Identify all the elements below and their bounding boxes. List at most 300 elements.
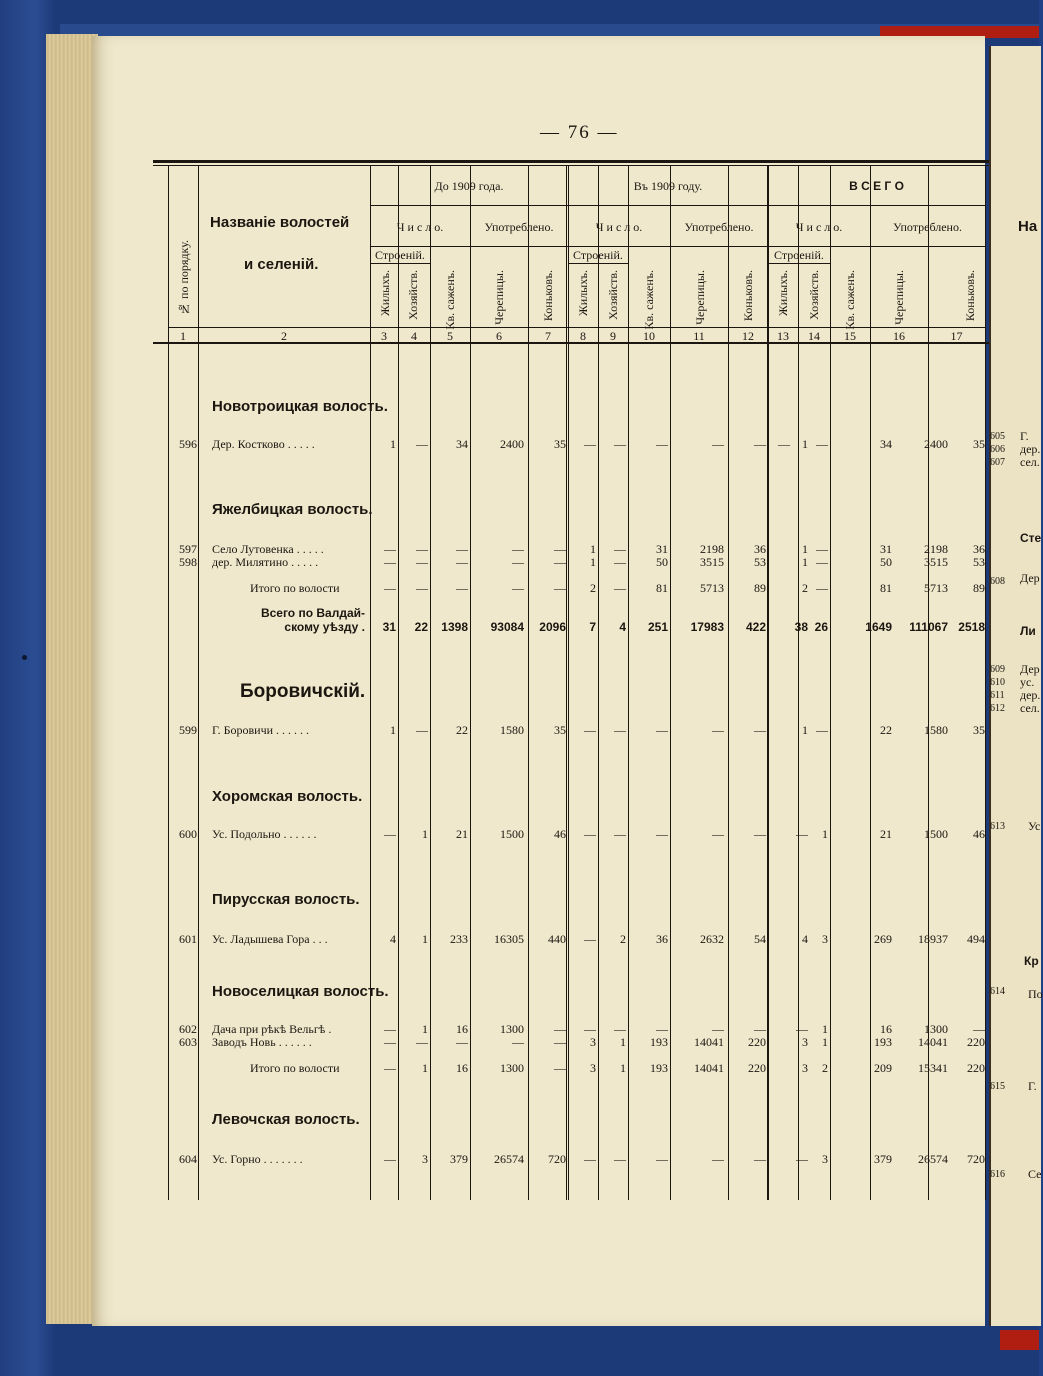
data-cell: 4 <box>802 932 808 946</box>
column-number: 14 <box>808 329 820 343</box>
data-cell: 1 <box>422 1022 428 1036</box>
next-page-text: Ус <box>1028 819 1041 833</box>
data-cell: 3 <box>590 1035 596 1049</box>
data-cell: 379 <box>450 1152 468 1166</box>
data-cell: 720 <box>967 1152 985 1166</box>
next-page-row-number: 607 <box>990 457 1005 468</box>
data-cell: 53 <box>754 555 766 569</box>
column-number: 9 <box>610 329 616 343</box>
data-cell: 36 <box>973 542 985 556</box>
data-cell: — <box>512 581 524 595</box>
data-cell: 193 <box>650 1061 668 1075</box>
data-cell: 14041 <box>918 1035 948 1049</box>
data-cell: 111067 <box>909 620 948 634</box>
data-cell: 50 <box>656 555 668 569</box>
data-cell: 34 <box>880 437 892 451</box>
data-cell: 3 <box>590 1061 596 1075</box>
data-cell: — <box>584 437 596 451</box>
khozyaystv-header: Хозяйств. <box>406 270 420 320</box>
settlement-name: Заводъ Новь . . . . . . <box>212 1035 312 1049</box>
data-cell: 3 <box>422 1152 428 1166</box>
next-page-row-number: 605 <box>990 431 1005 442</box>
upotrebleno-header: Употреблено. <box>893 220 962 234</box>
data-cell: 16 <box>456 1061 468 1075</box>
data-cell: — <box>584 932 596 946</box>
column-number: 12 <box>742 329 754 343</box>
data-cell: 1300 <box>924 1022 948 1036</box>
data-cell: 93084 <box>490 620 524 634</box>
data-cell: 1 <box>620 1035 626 1049</box>
column-number: 16 <box>893 329 905 343</box>
data-cell: — <box>584 1152 596 1166</box>
data-cell: — <box>554 581 566 595</box>
data-cell: — <box>584 827 596 841</box>
data-cell: — <box>796 1152 808 1166</box>
data-cell: — <box>816 723 828 737</box>
next-page-text: Ли <box>1020 624 1036 638</box>
upotrebleno-header: Употреблено. <box>484 220 554 234</box>
settlement-name: Итого по волости <box>250 1061 340 1075</box>
data-cell: — <box>754 1022 766 1036</box>
data-cell: 4 <box>390 932 396 946</box>
data-cell: — <box>384 581 396 595</box>
data-cell: 1 <box>422 1061 428 1075</box>
header-rule <box>568 263 628 264</box>
column-number: 11 <box>693 329 705 343</box>
data-cell: — <box>614 827 626 841</box>
data-cell: — <box>554 542 566 556</box>
data-cell: 2 <box>590 581 596 595</box>
data-cell: — <box>614 1022 626 1036</box>
data-cell: — <box>416 437 428 451</box>
header-rule <box>168 327 985 328</box>
data-cell: — <box>712 437 724 451</box>
group-header-1: До 1909 года. <box>434 179 504 193</box>
data-cell: 35 <box>973 723 985 737</box>
header-rule <box>568 246 768 247</box>
data-cell: 220 <box>967 1035 985 1049</box>
data-cell: 5713 <box>924 581 948 595</box>
column-number: 15 <box>844 329 856 343</box>
column-number: 8 <box>580 329 586 343</box>
volost-heading: Яжелбицкая волость. <box>212 501 373 518</box>
data-cell: 34 <box>456 437 468 451</box>
data-cell: 720 <box>548 1152 566 1166</box>
data-cell: 1 <box>422 932 428 946</box>
data-cell: 1 <box>822 1035 828 1049</box>
data-cell: 1 <box>802 555 808 569</box>
data-cell: — <box>973 1022 985 1036</box>
data-cell: — <box>754 1152 766 1166</box>
volost-heading: Пирусская волость. <box>212 891 360 908</box>
data-cell: 17983 <box>690 620 724 634</box>
settlement-name: дер. Милятино . . . . . <box>212 555 319 569</box>
zhilykh-header: Жилыхъ. <box>776 270 790 316</box>
data-cell: 193 <box>874 1035 892 1049</box>
data-cell: 16305 <box>494 932 524 946</box>
next-page-text: ус. <box>1020 675 1035 689</box>
data-cell: — <box>778 437 790 451</box>
data-cell: 1649 <box>865 620 892 634</box>
column-number: 10 <box>643 329 655 343</box>
data-cell: 5713 <box>700 581 724 595</box>
data-cell: 26574 <box>494 1152 524 1166</box>
cherepitsy-header: Черепицы. <box>892 270 906 325</box>
next-page-row-number: 613 <box>990 821 1005 832</box>
next-page-text: Дер <box>1020 662 1040 676</box>
data-cell: 2 <box>620 932 626 946</box>
data-cell: 2096 <box>539 620 566 634</box>
data-cell: 14041 <box>694 1035 724 1049</box>
column-number: 5 <box>447 329 453 343</box>
data-cell: — <box>796 1022 808 1036</box>
page-stack-edge <box>46 34 98 1324</box>
data-cell: 1 <box>802 723 808 737</box>
data-cell: 22 <box>880 723 892 737</box>
data-cell: — <box>656 1152 668 1166</box>
data-cell: 1 <box>590 542 596 556</box>
data-cell: 2518 <box>958 620 985 634</box>
header-rule <box>370 205 985 206</box>
column-rule <box>670 165 671 1200</box>
data-cell: — <box>384 542 396 556</box>
row-number: 599 <box>179 723 197 737</box>
data-cell: 3 <box>802 1035 808 1049</box>
settlement-name: Г. Боровичи . . . . . . <box>212 723 310 737</box>
column-number: 3 <box>381 329 387 343</box>
data-cell: 220 <box>748 1035 766 1049</box>
column-rule <box>830 165 831 1200</box>
zhilykh-header: Жилыхъ. <box>576 270 590 316</box>
data-cell: 1500 <box>500 827 524 841</box>
data-cell: — <box>584 1022 596 1036</box>
data-cell: — <box>416 555 428 569</box>
data-cell: 1 <box>802 437 808 451</box>
data-cell: — <box>384 1035 396 1049</box>
next-page-text: Г. <box>1020 429 1029 443</box>
data-cell: 36 <box>656 932 668 946</box>
data-cell: — <box>712 1152 724 1166</box>
data-cell: — <box>384 1061 396 1075</box>
data-cell: 22 <box>456 723 468 737</box>
column-number: 17 <box>950 329 963 343</box>
cherepitsy-header: Черепицы. <box>693 270 707 325</box>
data-cell: 2 <box>822 1061 828 1075</box>
uezd-heading: Боровичскій. <box>240 681 366 702</box>
data-cell: — <box>816 581 828 595</box>
chislo-header: Ч и с л о. <box>795 220 843 234</box>
chislo-header: Ч и с л о. <box>595 220 643 234</box>
kv_sazhen-header: Кв. саженъ. <box>642 270 656 330</box>
data-cell: — <box>584 723 596 737</box>
kv_sazhen-header: Кв. саженъ. <box>443 270 457 330</box>
data-cell: — <box>614 542 626 556</box>
data-cell: — <box>614 437 626 451</box>
data-cell: 1 <box>390 437 396 451</box>
next-page-row-number: 608 <box>990 576 1005 587</box>
data-cell: — <box>384 555 396 569</box>
data-cell: 209 <box>874 1061 892 1075</box>
data-cell: — <box>554 1061 566 1075</box>
data-cell: 1 <box>422 827 428 841</box>
data-cell: 2 <box>802 581 808 595</box>
settlement-name: Село Лутовенка . . . . . <box>212 542 324 556</box>
data-cell: 422 <box>745 620 766 634</box>
settlement-name: Ус. Горно . . . . . . . <box>212 1152 303 1166</box>
data-cell: 21 <box>456 827 468 841</box>
data-cell: 16 <box>456 1022 468 1036</box>
title-line1: Названіе волостей <box>210 214 350 231</box>
data-cell: 36 <box>754 542 766 556</box>
data-cell: 35 <box>973 437 985 451</box>
data-cell: 14041 <box>694 1061 724 1075</box>
total-label: скому уѣзду . <box>284 620 365 634</box>
data-cell: — <box>416 542 428 556</box>
data-cell: 46 <box>554 827 566 841</box>
column-number: 2 <box>281 329 287 343</box>
next-page-row-number: 615 <box>990 1081 1005 1092</box>
upotrebleno-header: Употреблено. <box>684 220 754 234</box>
data-cell: 18937 <box>918 932 948 946</box>
data-cell: 89 <box>754 581 766 595</box>
next-page-row-number: 610 <box>990 677 1005 688</box>
volost-heading: Левочская волость. <box>212 1111 360 1128</box>
column-rule <box>198 165 199 1200</box>
data-cell: — <box>712 1022 724 1036</box>
data-cell: 220 <box>967 1061 985 1075</box>
data-cell: 50 <box>880 555 892 569</box>
data-cell: 1300 <box>500 1061 524 1075</box>
data-cell: 1 <box>590 555 596 569</box>
data-cell: 251 <box>647 620 668 634</box>
data-cell: 2400 <box>924 437 948 451</box>
data-cell: 3 <box>822 1152 828 1166</box>
next-page-text: Се <box>1028 1167 1042 1181</box>
next-page-text: Сте <box>1020 531 1042 545</box>
group-header-2: Въ 1909 году. <box>633 179 703 193</box>
col-number-header: № по порядку. <box>177 240 191 316</box>
header-rule <box>370 246 570 247</box>
data-cell: — <box>656 827 668 841</box>
data-cell: 22 <box>414 620 428 634</box>
konkov-header: Коньковъ. <box>541 270 555 322</box>
next-page-text: дер. <box>1020 688 1041 702</box>
next-page-header: На <box>1018 218 1038 235</box>
cherepitsy-header: Черепицы. <box>492 270 506 325</box>
konkov-header: Коньковъ. <box>741 270 755 322</box>
volost-heading: Новоселицкая волость. <box>212 983 389 1000</box>
khozyaystv-header: Хозяйств. <box>807 270 821 320</box>
header-rule <box>768 263 830 264</box>
settlement-name: Дача при рѣкѣ Вельгѣ . <box>212 1022 332 1036</box>
column-number: 1 <box>180 329 186 343</box>
data-cell: 2632 <box>700 932 724 946</box>
next-page-row-number: 612 <box>990 703 1005 714</box>
next-page-text: сел. <box>1020 701 1040 715</box>
data-cell: 3515 <box>924 555 948 569</box>
data-cell: 1 <box>822 827 828 841</box>
column-number: 7 <box>545 329 551 343</box>
data-cell: — <box>712 827 724 841</box>
next-page-row-number: 609 <box>990 664 1005 675</box>
data-cell: 54 <box>754 932 766 946</box>
row-number: 596 <box>179 437 197 451</box>
row-number: 604 <box>179 1152 197 1166</box>
data-cell: 4 <box>619 620 626 634</box>
next-page-text: сел. <box>1020 455 1040 469</box>
data-cell: — <box>656 437 668 451</box>
data-cell: 31 <box>382 620 396 634</box>
data-cell: 1 <box>802 542 808 556</box>
data-cell: 35 <box>554 723 566 737</box>
data-cell: 16 <box>880 1022 892 1036</box>
next-page-text: Г. <box>1028 1079 1037 1093</box>
volost-heading: Хоромская волость. <box>212 788 363 805</box>
next-page-text: Дер <box>1020 571 1040 585</box>
data-cell: 15341 <box>918 1061 948 1075</box>
column-number: 4 <box>411 329 417 343</box>
data-cell: 3 <box>802 1061 808 1075</box>
data-cell: 7 <box>589 620 596 634</box>
data-cell: — <box>754 827 766 841</box>
data-cell: 31 <box>656 542 668 556</box>
stroeniy-header: Строеній. <box>774 248 824 262</box>
data-cell: — <box>796 827 808 841</box>
data-cell: 1500 <box>924 827 948 841</box>
row-number: 601 <box>179 932 197 946</box>
row-number: 600 <box>179 827 197 841</box>
data-cell: 269 <box>874 932 892 946</box>
column-rule <box>470 165 471 1200</box>
column-number: 13 <box>777 329 789 343</box>
data-cell: 3 <box>822 932 828 946</box>
next-page-text: По <box>1028 987 1043 1001</box>
data-cell: — <box>384 827 396 841</box>
next-page-row-number: 606 <box>990 444 1005 455</box>
data-cell: 53 <box>973 555 985 569</box>
data-cell: — <box>614 581 626 595</box>
stroeniy-header: Строеній. <box>573 248 623 262</box>
volost-heading: Новотроицкая волость. <box>212 398 388 415</box>
settlement-name: Ус. Подольно . . . . . . <box>212 827 317 841</box>
data-cell: 1 <box>620 1061 626 1075</box>
red-corner <box>1000 1330 1039 1350</box>
data-cell: 2400 <box>500 437 524 451</box>
data-cell: — <box>512 542 524 556</box>
next-page-text: дер. <box>1020 442 1041 456</box>
data-cell: 440 <box>548 932 566 946</box>
next-page-row-number: 611 <box>990 690 1005 701</box>
header-rule <box>370 263 430 264</box>
data-cell: — <box>512 1035 524 1049</box>
data-cell: 46 <box>973 827 985 841</box>
row-number: 602 <box>179 1022 197 1036</box>
table-top-rule-thin <box>153 165 989 166</box>
data-cell: 89 <box>973 581 985 595</box>
data-cell: 26 <box>814 620 828 634</box>
data-cell: — <box>754 437 766 451</box>
data-cell: 38 <box>794 620 808 634</box>
data-cell: 1 <box>390 723 396 737</box>
zhilykh-header: Жилыхъ. <box>378 270 392 316</box>
next-page-text: Кр <box>1024 954 1039 968</box>
page-number: — 76 — <box>540 122 619 143</box>
data-cell: 1 <box>822 1022 828 1036</box>
row-number: 598 <box>179 555 197 569</box>
data-cell: 1398 <box>441 620 468 634</box>
data-cell: 26574 <box>918 1152 948 1166</box>
total-label: Всего по Валдай- <box>260 606 365 620</box>
row-number: 603 <box>179 1035 197 1049</box>
data-cell: — <box>754 723 766 737</box>
data-cell: 1300 <box>500 1022 524 1036</box>
title-line2: и селеній. <box>244 256 319 273</box>
column-rule <box>985 165 986 1200</box>
data-cell: — <box>456 1035 468 1049</box>
table-top-rule <box>153 160 989 163</box>
khozyaystv-header: Хозяйств. <box>606 270 620 320</box>
data-cell: — <box>416 581 428 595</box>
row-number: 597 <box>179 542 197 556</box>
data-cell: — <box>614 723 626 737</box>
data-cell: — <box>816 542 828 556</box>
data-cell: 1580 <box>500 723 524 737</box>
header-rule <box>768 246 985 247</box>
data-cell: — <box>656 1022 668 1036</box>
data-cell: 1580 <box>924 723 948 737</box>
data-cell: 2198 <box>700 542 724 556</box>
settlement-name: Ус. Ладышева Гора . . . <box>212 932 328 946</box>
next-page-row-number: 614 <box>990 986 1005 997</box>
data-cell: 81 <box>656 581 668 595</box>
konkov-header: Коньковъ. <box>963 270 977 322</box>
settlement-name: Дер. Костково . . . . . <box>212 437 315 451</box>
data-cell: 35 <box>554 437 566 451</box>
data-cell: 31 <box>880 542 892 556</box>
binding-hole <box>22 655 27 660</box>
data-cell: 81 <box>880 581 892 595</box>
data-cell: — <box>456 542 468 556</box>
data-cell: 193 <box>650 1035 668 1049</box>
data-cell: — <box>456 581 468 595</box>
data-cell: 494 <box>967 932 985 946</box>
data-cell: — <box>554 1022 566 1036</box>
group-header-3: В С Е Г О <box>849 179 904 193</box>
data-cell: — <box>416 1035 428 1049</box>
data-cell: — <box>512 555 524 569</box>
data-cell: — <box>384 1152 396 1166</box>
settlement-name: Итого по волости <box>250 581 340 595</box>
data-cell: — <box>614 555 626 569</box>
next-page-row-number: 616 <box>990 1169 1005 1180</box>
data-cell: 379 <box>874 1152 892 1166</box>
chislo-header: Ч и с л о. <box>396 220 444 234</box>
data-cell: 21 <box>880 827 892 841</box>
data-cell: 233 <box>450 932 468 946</box>
stroeniy-header: Строеній. <box>375 248 425 262</box>
data-cell: — <box>384 1022 396 1036</box>
data-cell: 2198 <box>924 542 948 556</box>
data-cell: — <box>816 437 828 451</box>
data-cell: 220 <box>748 1061 766 1075</box>
data-cell: — <box>712 723 724 737</box>
data-cell: 3515 <box>700 555 724 569</box>
data-cell: — <box>416 723 428 737</box>
data-cell: — <box>456 555 468 569</box>
data-cell: — <box>816 555 828 569</box>
data-cell: — <box>554 1035 566 1049</box>
data-cell: — <box>656 723 668 737</box>
